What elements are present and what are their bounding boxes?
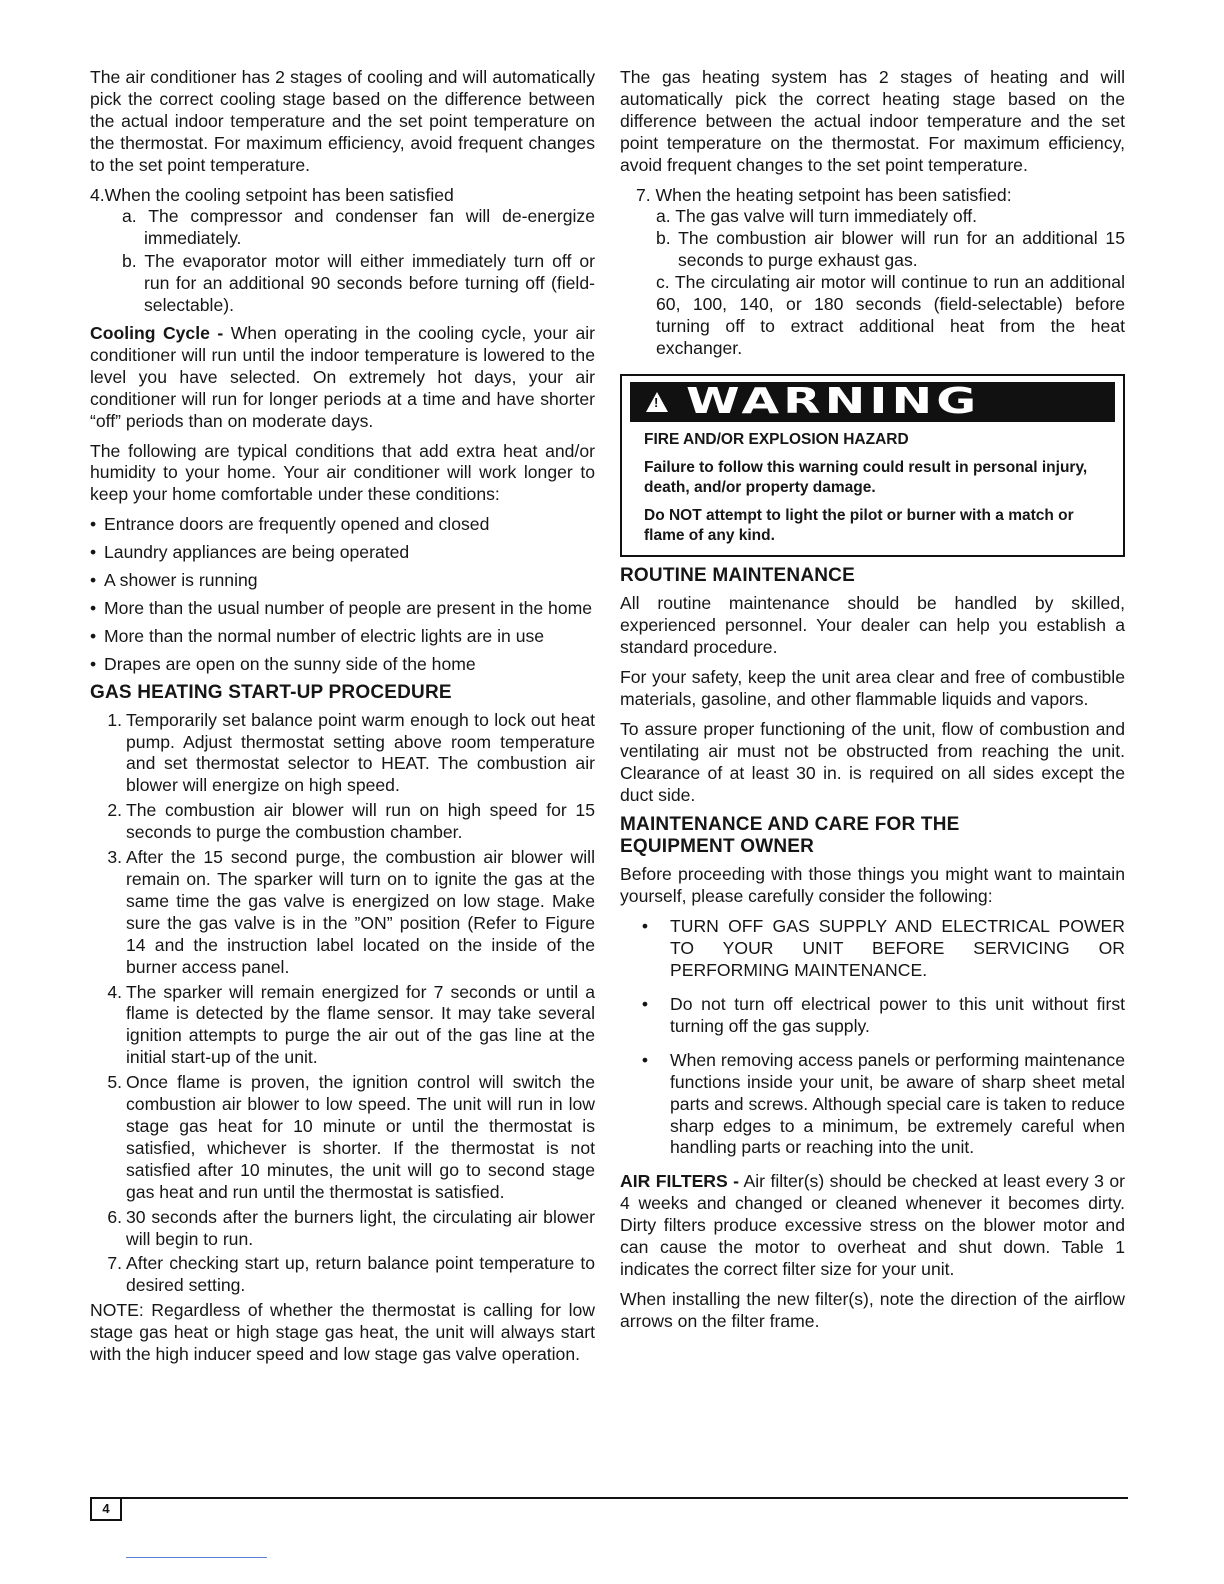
startup-step	[90, 800, 595, 844]
warning-line-2: Do NOT attempt to light the pilot or burner with a match or flame of any kind.	[644, 507, 1074, 544]
bullet-dot-icon: •	[90, 542, 97, 563]
heating-step-7-text: 7. When the heating setpoint has been satisfied:	[636, 184, 1012, 205]
condition-item	[90, 598, 595, 620]
startup-step	[90, 847, 595, 978]
routine-maintenance-heading: ROUTINE MAINTENANCE	[620, 565, 855, 587]
bullet-dot-icon: •	[90, 653, 97, 674]
warning-hazard: FIRE AND/OR EXPLOSION HAZARD	[644, 430, 909, 448]
condition-item	[90, 542, 595, 564]
left-column	[90, 67, 595, 1374]
startup-step-text: 30 seconds after the burners light, the circulating air blower will begin to run.	[126, 1206, 595, 1249]
bullet-dot-icon: •	[641, 916, 649, 937]
gas-heating-heading: GAS HEATING START-UP PROCEDURE	[90, 681, 452, 703]
page-number: 4	[90, 1499, 122, 1521]
startup-step	[90, 710, 595, 798]
care-item-text: When removing access panels or performing maintenance functions inside your unit, be aware of sharp sheet metal parts and screws. Although special care is taken to reduce sharp edges to a minimum, be extremely careful when handling parts or reaching into the unit.	[670, 1049, 1125, 1158]
warning-title: WARNING	[686, 380, 981, 422]
care-item	[620, 916, 1125, 982]
condition-item-text: Laundry appliances are being operated	[104, 542, 410, 563]
condition-item-text: Entrance doors are frequently opened and closed	[104, 514, 490, 535]
cooling-step-4-text: 4.When the cooling setpoint has been satisfied	[90, 184, 454, 205]
heating-step-7	[636, 185, 1125, 360]
cooling-step-4a	[122, 206, 595, 250]
startup-step-number: 2.	[107, 800, 122, 821]
warning-header	[630, 382, 1115, 422]
startup-note: NOTE: Regardless of whether the thermostat is calling for low stage gas heat or high stage gas heat, the unit will always start with the high inducer speed and low stage gas valve operation.	[90, 1300, 595, 1365]
condition-item	[90, 514, 595, 536]
startup-step-text: The combustion air blower will run on high speed for 15 seconds to purge the combustion chamber.	[126, 800, 595, 843]
bottom-link-underline	[126, 1557, 267, 1558]
startup-step-text: Once flame is proven, the ignition control will switch the combustion air blower to low speed. The unit will run in low stage gas heat for 10 minute or until the thermostat is satisfied, whichever is shorter. If the thermostat is not satisfied after 10 minutes, the unit will go to second stage gas heat and run until the thermostat is satisfied.	[126, 1072, 595, 1202]
condition-item-text: More than the usual number of people are present in the home	[104, 597, 593, 618]
care-item-text: TURN OFF GAS SUPPLY AND ELECTRICAL POWER TO YOUR UNIT BEFORE SERVICING OR PERFORMING MAINTENANCE.	[670, 916, 1125, 981]
care-item	[620, 1050, 1125, 1160]
startup-step-text: After the 15 second purge, the combustion air blower will remain on. The sparker will turn on to ignite the gas at the same time the gas valve is energized on low stage. Make sure the gas valve is in the ”ON” position (Refer to Figure 14 and the instruction label located on the inside of the burner access panel.	[126, 847, 595, 977]
startup-step-number: 3.	[107, 847, 122, 868]
startup-step-text: After checking start up, return balance point temperature to desired setting.	[126, 1253, 595, 1296]
warning-triangle-icon: !	[646, 392, 668, 412]
cooling-step-4b-text: b. The evaporator motor will either immediately turn off or run for an additional 90 seconds before turning off (field-selectable).	[122, 251, 595, 316]
startup-step-number: 5.	[107, 1072, 122, 1093]
condition-item	[90, 570, 595, 592]
bullet-dot-icon: •	[90, 570, 97, 591]
warning-line-1: Failure to follow this warning could result in personal injury, death, and/or property damage.	[644, 459, 1088, 496]
cooling-cycle-paragraph	[90, 323, 595, 433]
bullet-dot-icon: •	[90, 597, 97, 618]
cooling-step-4a-text: a. The compressor and condenser fan will de-energize immediately.	[122, 206, 595, 249]
bullet-dot-icon: •	[641, 1049, 649, 1070]
air-filters-label: AIR FILTERS -	[620, 1171, 740, 1192]
condition-item-text: Drapes are open on the sunny side of the home	[104, 653, 476, 674]
startup-step-number: 6.	[107, 1206, 122, 1227]
care-item	[620, 994, 1125, 1038]
routine-paragraph-2: For your safety, keep the unit area clear and free of combustible materials, gasoline, and other flammable liquids and vapors.	[620, 667, 1125, 709]
cooling-step-4	[90, 185, 595, 317]
startup-step-text: The sparker will remain energized for 7 seconds or until a flame is detected by the flame sensor. It may take several ignition attempts to purge the air out of the gas line at the initial start-up of the unit.	[126, 981, 595, 1068]
startup-step	[90, 1253, 595, 1297]
heating-step-7a: a. The gas valve will turn immediately off.	[656, 206, 978, 227]
care-heading	[620, 814, 1125, 858]
bullet-dot-icon: •	[641, 993, 649, 1014]
care-list	[620, 916, 1125, 1159]
startup-step-text: Temporarily set balance point warm enough to lock out heat pump. Adjust thermostat setting above room temperature and set thermostat selector to HEAT. The combustion air blower will energize on high speed.	[126, 709, 595, 796]
startup-step-number: 7.	[107, 1253, 122, 1274]
startup-step	[90, 1072, 595, 1203]
routine-paragraph-3: To assure proper functioning of the unit, flow of combustion and ventilating air must not be obstructed from reaching the unit. Clearance of at least 30 in. is required on all sides except the duct side.	[620, 718, 1125, 805]
condition-item	[90, 654, 595, 676]
cooling-intro: The air conditioner has 2 stages of cooling and will automatically pick the correct cooling stage based on the difference between the actual indoor temperature and the set point temperature on the thermostat. For maximum efficiency, avoid frequent changes to the set point temperature.	[90, 67, 595, 175]
routine-paragraph-1: All routine maintenance should be handled by skilled, experienced personnel. Your dealer can help you establish a standard procedure.	[620, 593, 1125, 658]
gas-startup-steps	[90, 710, 595, 1298]
care-intro: Before proceeding with those things you might want to maintain yourself, please carefully consider the following:	[620, 864, 1125, 907]
condition-item	[90, 626, 595, 648]
bullet-dot-icon: •	[90, 514, 97, 535]
bullet-dot-icon: •	[90, 625, 97, 646]
filter-install-paragraph: When installing the new filter(s), note the direction of the airflow arrows on the filter frame.	[620, 1288, 1125, 1331]
startup-step	[90, 982, 595, 1070]
cooling-step-4b	[122, 251, 595, 317]
care-item-text: Do not turn off electrical power to this unit without first turning off the gas supply.	[670, 993, 1125, 1036]
startup-step-number: 1.	[107, 709, 122, 730]
heating-step-7c: c. The circulating air motor will continue to run an additional 60, 100, 140, or 180 seconds (field-selectable) before turning off to extract additional heat from the heat exchanger.	[656, 272, 1125, 358]
condition-item-text: More than the normal number of electric lights are in use	[104, 625, 545, 646]
condition-item-text: A shower is running	[104, 570, 258, 591]
air-filters-paragraph	[620, 1171, 1125, 1281]
conditions-list	[90, 514, 595, 675]
warning-box	[620, 374, 1125, 558]
air-filters-text: Air filter(s) should be checked at least every 3 or 4 weeks and changed or cleaned whenever it becomes dirty. Dirty filters produce excessive stress on the blower motor and can cause the motor to overheat and shut down. Table 1 indicates the correct filter size for your unit.	[620, 1171, 1125, 1279]
conditions-intro: The following are typical conditions that add extra heat and/or humidity to your home. Your air conditioner will work longer to keep your home comfortable under these conditions:	[90, 440, 595, 505]
startup-step-number: 4.	[107, 981, 122, 1002]
heating-step-7b: b. The combustion air blower will run for an additional 15 seconds to purge exhaust gas.	[656, 228, 1125, 271]
right-column	[620, 67, 1125, 1341]
footer-rule	[90, 1497, 1128, 1499]
care-heading-line-1: MAINTENANCE AND CARE FOR THE	[620, 814, 960, 836]
heating-intro: The gas heating system has 2 stages of heating and will automatically pick the correct heating stage based on the difference between the actual indoor temperature and the set point temperature on the thermostat. For maximum efficiency, avoid frequent changes to the set point temperature.	[620, 67, 1125, 175]
care-heading-line-2: EQUIPMENT OWNER	[620, 836, 815, 858]
startup-step	[90, 1207, 595, 1251]
cooling-cycle-label: Cooling Cycle -	[90, 322, 224, 343]
cooling-cycle-text: When operating in the cooling cycle, your air conditioner will run until the indoor temperature is lowered to the level you have selected. On extremely hot days, your air conditioner will run for longer periods at a time and have shorter “off” periods than on moderate days.	[90, 322, 595, 431]
